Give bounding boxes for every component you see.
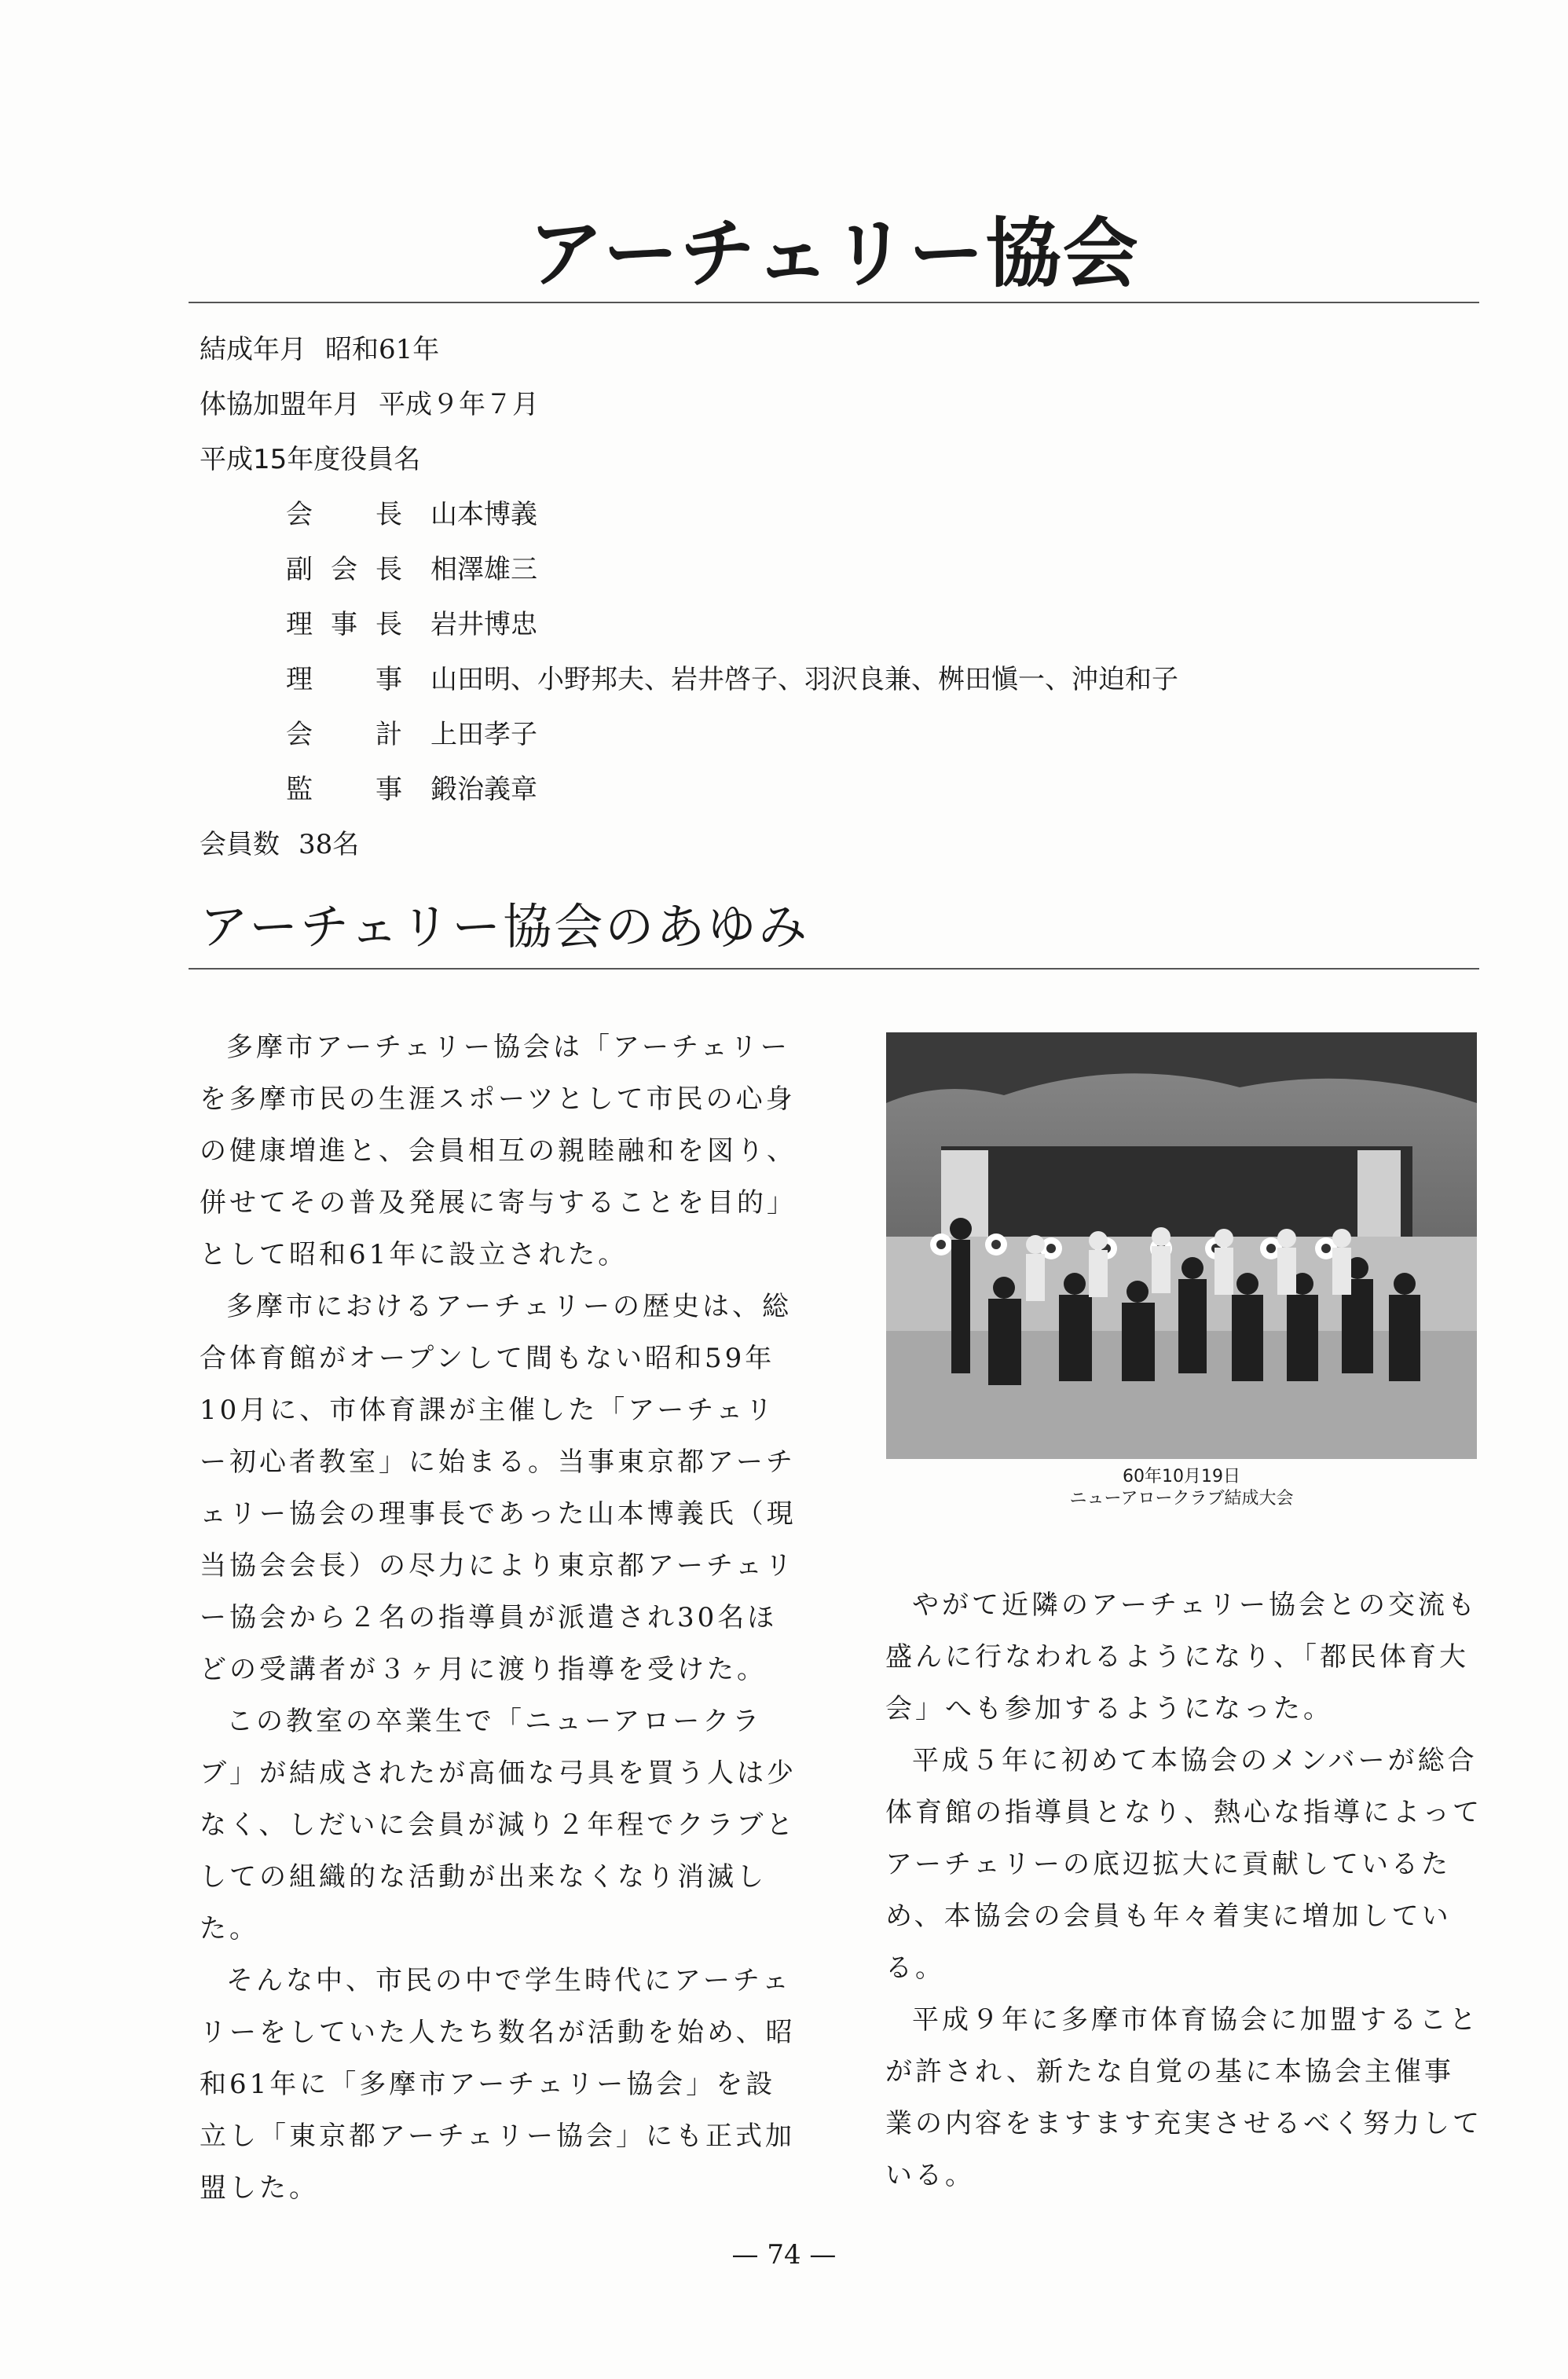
photo-caption-date: 60年10月19日 xyxy=(1123,1467,1240,1486)
history-paragraph: 多摩市アーチェリー協会は「アーチェリーを多摩市民の生涯スポーツとして市民の心身の健康増進と、会員相互の親睦融和を図り、併せてその普及発展に寄与することを目的」として昭和61年に設立された。 xyxy=(200,1032,797,1270)
history-text-right xyxy=(885,1579,1482,2201)
officers-label: 平成15年度役員名 xyxy=(200,444,421,475)
officer-row xyxy=(200,597,1178,652)
officer-row xyxy=(200,652,1178,707)
officer-role: 理事長 xyxy=(286,609,402,640)
officer-names: 山本博義 xyxy=(430,499,537,530)
members-label: 会員数 xyxy=(200,829,280,860)
joined-label: 体協加盟年月 xyxy=(200,389,360,420)
founded-value: 昭和61年 xyxy=(325,334,440,365)
page-number: — 74 — xyxy=(731,2239,837,2271)
title-divider xyxy=(189,302,1479,303)
joined-value: 平成９年７月 xyxy=(379,389,539,420)
officer-names: 山田明、小野邦夫、岩井啓子、羽沢良兼、桝田愼一、沖迫和子 xyxy=(430,664,1178,695)
officer-role: 会長 xyxy=(286,499,402,530)
officer-role: 理事 xyxy=(286,664,402,695)
officers-label-row xyxy=(200,432,1178,487)
officer-row xyxy=(200,762,1178,817)
history-paragraph: やがて近隣のアーチェリー協会との交流も盛んに行なわれるようになり、「都民体育大会」へも参加するようになった。 xyxy=(885,1589,1478,1725)
officer-row xyxy=(200,487,1178,542)
officer-names: 上田孝子 xyxy=(430,719,537,750)
history-paragraph: 多摩市におけるアーチェリーの歴史は、総合体育館がオープンして間もない昭和59年10月に、市体育課が主催した「アーチェリー初心者教室」に始まる。当事東京都アーチェリー協会の理事長であった山本博義氏（現当協会会長）の尽力により東京都アーチェリー協会から２名の指導員が派遣され30名ほどの受講者が３ヶ月に渡り指導を受けた。 xyxy=(200,1291,797,1685)
members-row xyxy=(200,817,1178,872)
history-text-left xyxy=(200,1021,797,2214)
officer-names: 岩井博忠 xyxy=(430,609,537,640)
photo-caption-title: ニューアロークラブ結成大会 xyxy=(1069,1489,1294,1508)
founded-label: 結成年月 xyxy=(200,334,306,365)
officer-role: 監事 xyxy=(286,774,402,805)
members-value: 38名 xyxy=(299,829,360,860)
history-paragraph: この教室の卒業生で「ニューアロークラブ」が結成されたが高価な弓具を買う人は少なく、しだいに会員が減り２年程でクラブとしての組織的な活動が出来なくなり消滅した。 xyxy=(200,1706,797,1945)
officer-row xyxy=(200,542,1178,597)
officer-names: 鍛治義章 xyxy=(430,774,537,805)
officer-names: 相澤雄三 xyxy=(430,554,537,585)
history-paragraph: 平成５年に初めて本協会のメンバーが総合体育館の指導員となり、熱心な指導によってアーチェリーの底辺拡大に貢献しているため、本協会の会員も年々着実に増加している。 xyxy=(885,1745,1482,1984)
joined-row xyxy=(200,377,1178,432)
history-paragraph: そんな中、市民の中で学生時代にアーチェリーをしていた人たち数名が活動を始め、昭和61年に「多摩市アーチェリー協会」を設立し「東京都アーチェリー協会」にも正式加盟した。 xyxy=(200,1965,796,2204)
officer-role: 副会長 xyxy=(286,554,402,585)
section-divider xyxy=(189,968,1479,970)
group-photo xyxy=(886,1032,1477,1459)
section-heading: アーチェリー協会のあゆみ xyxy=(200,898,810,955)
history-paragraph: 平成９年に多摩市体育協会に加盟することが許され、新たな自覚の基に本協会主催事業の内容をますます充実させるべく努力している。 xyxy=(885,2004,1482,2191)
officer-role: 会計 xyxy=(286,719,402,750)
officer-row xyxy=(200,707,1178,762)
founded-row xyxy=(200,322,1178,377)
group-photo-illustration xyxy=(886,1032,1477,1459)
page-title: アーチェリー協会 xyxy=(528,210,1140,298)
association-info xyxy=(200,322,1178,872)
